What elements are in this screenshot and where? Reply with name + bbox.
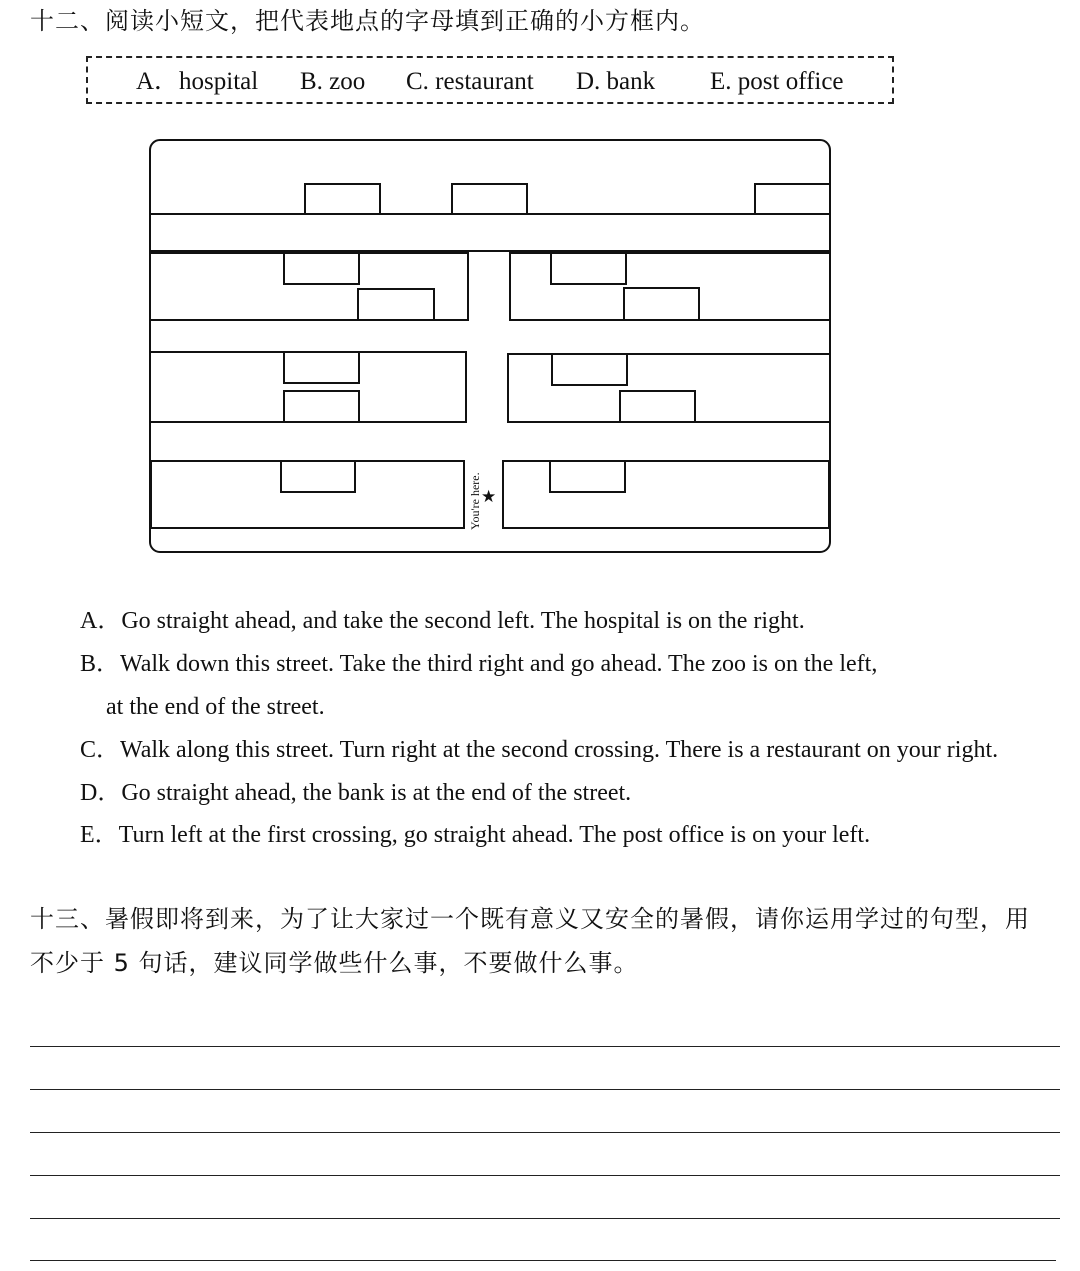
- sentence-b: B．Walk down this street. Take the third right and go ahead. The zoo is on the left,: [80, 651, 878, 677]
- answer-box: [452, 184, 527, 214]
- answer-box: [624, 288, 699, 320]
- city-block: [510, 253, 830, 320]
- sentence-a: A．Go straight ahead, and take the second left. The hospital is on the right.: [80, 608, 805, 634]
- option-hospital: A．hospital: [136, 68, 259, 95]
- option-restaurant: C. restaurant: [406, 68, 534, 95]
- q12-title: 十二、阅读小短文，把代表地点的字母填到正确的小方框内。: [30, 7, 705, 35]
- answer-box: [284, 352, 359, 383]
- city-block: [150, 352, 466, 422]
- answer-line[interactable]: [30, 1218, 1060, 1219]
- answer-box: [305, 184, 380, 214]
- answer-line[interactable]: [30, 1175, 1060, 1176]
- city-block: [151, 461, 464, 528]
- city-block: [503, 461, 829, 528]
- answer-box: [620, 391, 695, 422]
- answer-box: [550, 461, 625, 492]
- answer-line[interactable]: [30, 1132, 1060, 1133]
- answer-box: [755, 184, 830, 214]
- answer-box: [552, 354, 627, 385]
- option-zoo: B. zoo: [300, 68, 366, 95]
- option-bank: D. bank: [576, 68, 656, 95]
- options-box: [86, 56, 894, 104]
- answer-box: [284, 253, 359, 284]
- answer-box: [551, 253, 626, 284]
- option-post-office: E. post office: [710, 68, 844, 95]
- sentence-e: E．Turn left at the first crossing, go straight ahead. The post office is on your left.: [80, 822, 871, 848]
- star-icon: ★: [481, 487, 497, 507]
- answer-line[interactable]: [30, 1089, 1060, 1090]
- answer-line[interactable]: [30, 1046, 1060, 1047]
- sentence-c: C．Walk along this street. Turn right at the second crossing. There is a restaurant on your right.: [80, 737, 999, 763]
- city-block: [508, 354, 830, 422]
- sentence-b-continued: at the end of the street.: [106, 694, 325, 720]
- q13-title-line2: 不少于 5 句话，建议同学做些什么事，不要做什么事。: [30, 949, 639, 977]
- q13-title-line1: 十三、暑假即将到来，为了让大家过一个既有意义又安全的暑假，请你运用学过的句型，用: [30, 905, 1030, 933]
- city-block: [150, 253, 468, 320]
- answer-box: [281, 461, 355, 492]
- answer-box: [284, 391, 359, 422]
- answer-box: [358, 289, 434, 320]
- sentence-d: D．Go straight ahead, the bank is at the end of the street.: [80, 780, 632, 806]
- street-map: [140, 130, 840, 562]
- you-are-here-label: You're here.: [468, 472, 482, 530]
- answer-line[interactable]: [30, 1260, 1056, 1261]
